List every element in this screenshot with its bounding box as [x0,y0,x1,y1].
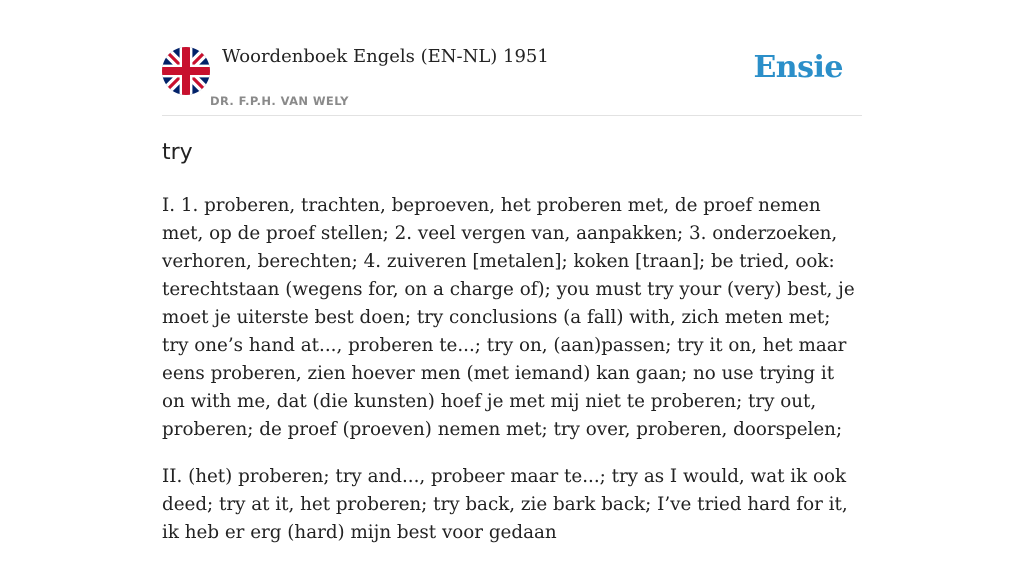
uk-flag-icon [162,47,210,95]
definition-paragraph-1: I. 1. proberen, trachten, beproeven, het proberen met, de proef nemen met, op de proef stellen; 2. veel vergen van, aanpakken; 3. onderzoeken, verhoren, berechten; 4. zuiveren [metalen]; koken [traan]; be tried, ook: terechtstaan (wegens for, on a charge of); you must try your (very) best, je moet je uiterste best doen; try conclusions (a fall) with, zich meten met; try one’s hand at..., proberen te...; try on, (aan)passen; try it on, het maar eens proberen, zien hoever men (met iemand) kan gaan; no use trying it on with me, dat (die kunsten) hoef je met mij niet te proberen; try out, proberen; de proef (proeven) nemen met; try over, proberen, doorspelen; [162,195,855,440]
definition-paragraph-2: II. (het) proberen; try and..., probeer maar te...; try as I would, wat ik ook deed; try at it, het proberen; try back, zie bark back; I’ve tried hard for it, ik heb er erg (hard) mijn best voor gedaan [162,466,848,543]
ensie-logo-link[interactable]: Ensie [753,50,843,85]
dictionary-title[interactable]: Woordenboek Engels (EN-NL) 1951 [222,46,549,67]
dictionary-author: DR. F.P.H. VAN WELY [210,94,349,108]
entry-headword: try [162,140,193,165]
content-container [162,0,862,543]
entry-definition [162,192,862,566]
dictionary-header [162,0,862,116]
